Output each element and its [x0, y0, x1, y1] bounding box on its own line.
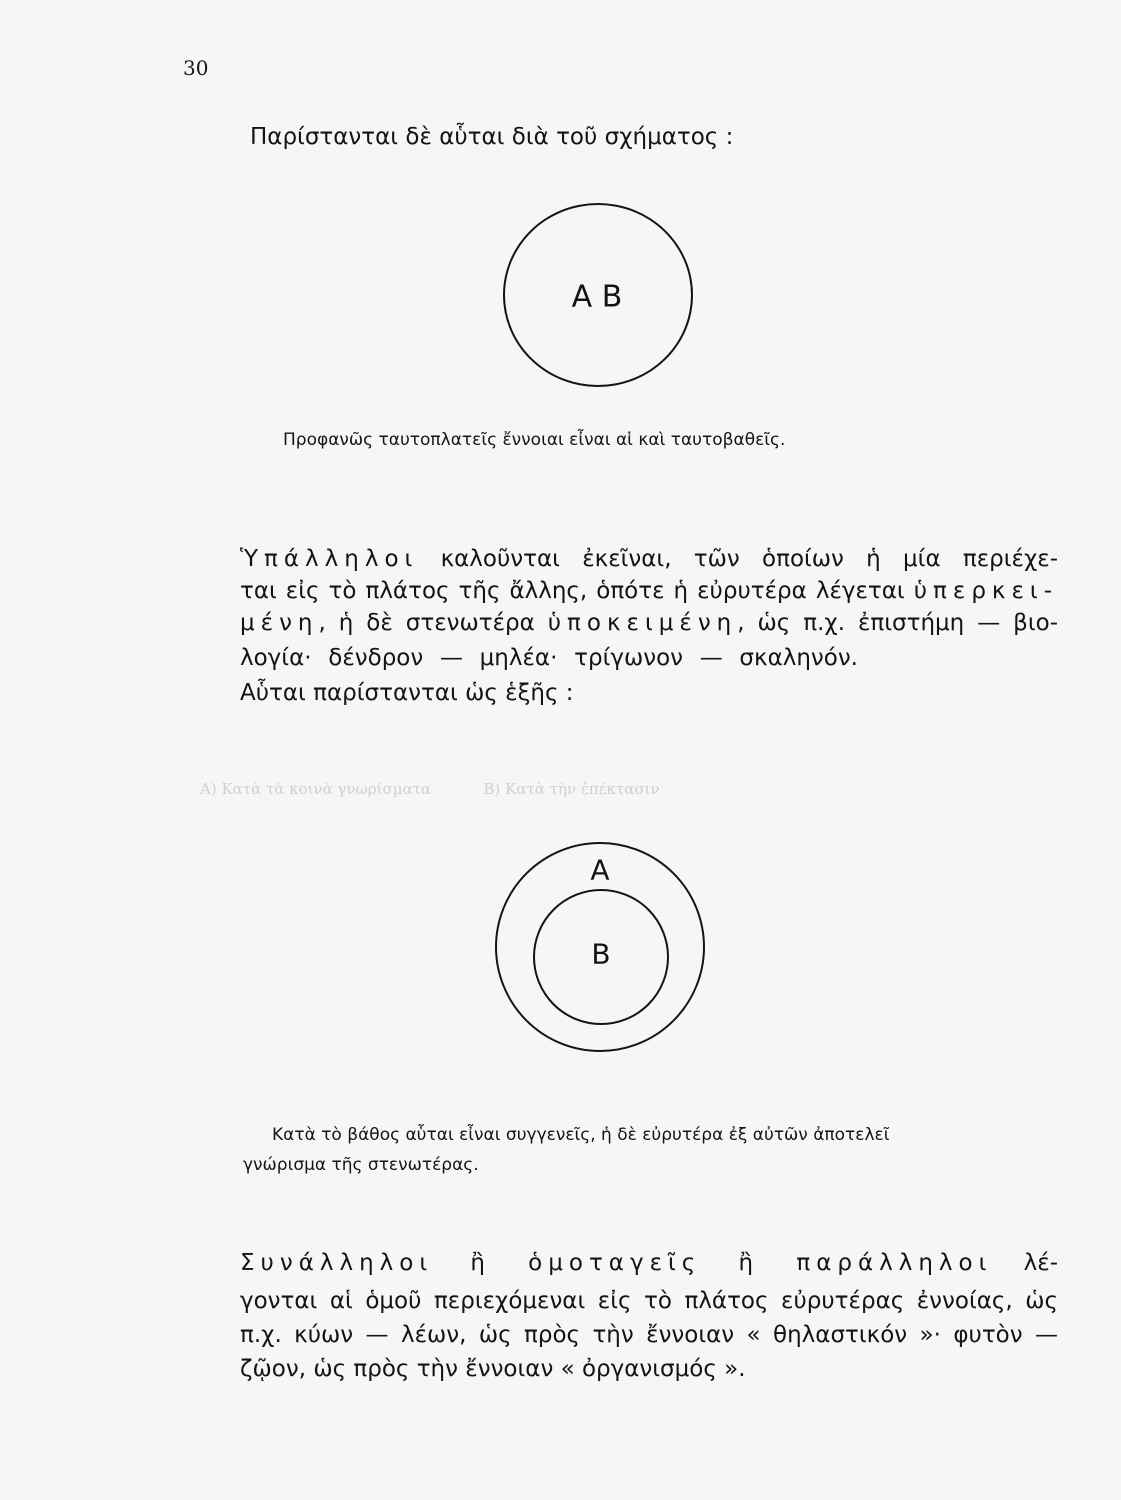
- page-number: 30: [183, 56, 209, 80]
- caption-2-line-1: Κατὰ τὸ βάθος αὗται εἶναι συγγενεῖς, ἡ δὲ εὐρυτέρα ἐξ αὐτῶν ἀποτελεῖ: [272, 1125, 890, 1145]
- paragraph-2-line-3: π.χ. κύων — λέων, ὡς πρὸς τὴν ἔννοιαν « θηλαστικόν »· φυτὸν —: [240, 1322, 1058, 1348]
- paragraph-1-line-1: Ὑπάλληλοι καλοῦνται ἐκεῖναι, τῶν ὁποίων ἡ μία περιέχε-: [240, 546, 1058, 572]
- paragraph-1-line-2: ται εἰς τὸ πλάτος τῆς ἄλλης, ὁπότε ἡ εὐρυτέρα λέγεται ὑπερκει-: [240, 578, 1058, 604]
- paragraph-1-line-3: μένη, ἡ δὲ στενωτέρα ὑποκειμένη, ὡς π.χ. ἐπιστήμη — βιο-: [240, 610, 1058, 636]
- paragraph-1-line-4: λογία· δένδρον — μηλέα· τρίγωνον — σκαληνόν.: [240, 645, 858, 671]
- caption-2-line-2: γνώρισμα τῆς στενωτέρας.: [243, 1155, 479, 1175]
- paragraph-2-line-2: γονται αἱ ὁμοῦ περιεχόμεναι εἰς τὸ πλάτος εὐρυτέρας ἐννοίας, ὡς: [240, 1288, 1058, 1314]
- inner-circle-label: Β: [591, 937, 611, 971]
- bleed-through-text: Α) Κατὰ τὰ κοινὰ γνωρίσματα Β) Κατὰ τὴν ἐπέκτασιν: [200, 780, 660, 798]
- caption-1: Προφανῶς ταυτοπλατεῖς ἔννοιαι εἶναι αἱ καὶ ταυτοβαθεῖς.: [283, 430, 786, 450]
- paragraph-1-line-5: Αὗται παρίστανται ὡς ἑξῆς :: [240, 680, 574, 706]
- intro-line: Παρίστανται δὲ αὗται διὰ τοῦ σχήματος :: [250, 124, 734, 150]
- term-ypalliloi: Ὑπάλληλοι: [240, 546, 419, 572]
- term-meni: μένη: [240, 610, 319, 636]
- term-yperkeimeni: ὑπερκει-: [913, 578, 1058, 604]
- term-synalliloi: Συνάλληλοι ἢ ὁμοταγεῖς ἢ παράλληλοι: [240, 1250, 993, 1276]
- venn-diagram-equal: [503, 203, 693, 387]
- venn-diagram-nested: [495, 842, 705, 1052]
- term-ypokeimeni: ὑποκειμένη: [547, 610, 738, 636]
- circle-ab-label: Α Β: [571, 279, 623, 315]
- paragraph-2-line-1: Συνάλληλοι ἢ ὁμοταγεῖς ἢ παράλληλοι λέ-: [240, 1250, 1058, 1276]
- outer-circle-label: Α: [590, 853, 610, 887]
- paragraph-2-line-4: ζῷον, ὡς πρὸς τὴν ἔννοιαν « ὀργανισμός ».: [240, 1356, 746, 1382]
